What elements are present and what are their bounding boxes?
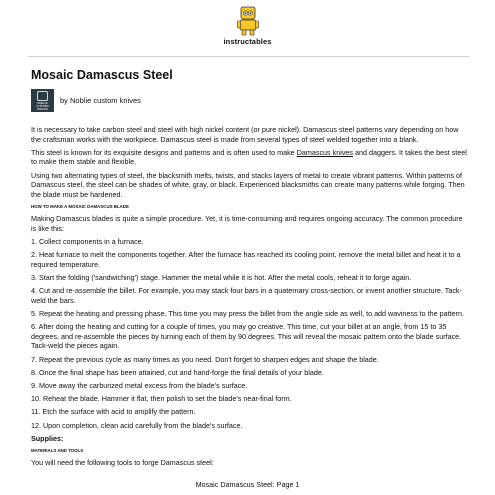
step-item: 5. Repeat the heating and pressing phase. This time you may press the billet from the angle side as well, to add waviness to the pattern. xyxy=(31,309,464,319)
step-item: 9. Move away the carburized metal excess from the blade's surface. xyxy=(31,381,248,390)
step-item: 10. Reheat the blade. Hammer it flat, then polish to set the blade's near-final form. xyxy=(31,394,292,404)
author-link[interactable]: Noblie custom knives xyxy=(70,96,141,105)
intro-2-after: and daggers. It takes the best steel to make them stable and flexible. xyxy=(31,147,467,167)
page-title: Mosaic Damascus Steel xyxy=(31,68,173,82)
header-divider xyxy=(28,56,469,57)
damascus-knives-link[interactable]: Damascus knives xyxy=(296,147,354,157)
instructables-robot-logo[interactable] xyxy=(237,6,259,36)
byline xyxy=(60,96,141,105)
step-item: 7. Repeat the previous cycle as many times as you need. Don't forget to sharpen edges and shape the blade. xyxy=(31,354,379,364)
article-body xyxy=(31,125,468,472)
intro-2-before: This steel is known for its exquisite designs and patterns and is often used to make xyxy=(31,147,297,157)
materials-heading: MATERIALS AND TOOLS xyxy=(31,448,84,454)
site-header xyxy=(0,6,495,46)
author-row xyxy=(31,89,141,112)
step-item: 1. Collect components in a furnace. xyxy=(31,237,144,247)
intro-paragraph-3: Using two alternating types of steel, the blacksmith melts, twists, and stacks layers of metal to create vibrant patterns. Within patterns of Damascus steel, the steel can be shades of white, gray, or black. Experienced blacksmiths can create many patterns while forging. Then the blade must be hardened. xyxy=(31,170,465,199)
author-avatar[interactable] xyxy=(31,89,54,112)
page-footer: Mosaic Damascus Steel: Page 1 xyxy=(195,480,300,489)
section-heading: HOW TO MAKE A MOSAIC DAMASCUS BLADE xyxy=(31,204,129,210)
avatar-label: NOBLIE CUSTOM KNIVES xyxy=(36,100,49,111)
tools-intro: You will need the following tools to forge Damascus steel: xyxy=(31,458,214,468)
step-item: 12. Upon completion, clean acid carefully from the blade's surface. xyxy=(31,420,243,430)
knife-logo-icon xyxy=(37,91,48,101)
step-item: 6. After doing the heating and cutting for a couple of times, you may go creative. This time, cut your billet at an angle, from 15 to 35 degrees, and re-assemble the pieces by turning each of them by 90 degrees. This will reveal the mosaic pattern onto the blade surface. Tack-weld the pieces again. xyxy=(31,322,462,351)
section-intro: Making Damascus blades is quite a simple procedure. Yet, it is time-consuming and requires ongoing accuracy. The common procedure is like this: xyxy=(31,214,463,233)
step-item: 3. Start the folding ('sandwiching') stage. Hammer the metal while it is hot. After the metal cools, reheat it to forge again. xyxy=(31,273,412,283)
byline-prefix: by xyxy=(60,96,71,105)
step-item: 8. Once the final shape has been attained, cut and hand-forge the final details of your blade. xyxy=(31,367,324,377)
step-item: 11. Etch the surface with acid to amplify the pattern. xyxy=(31,407,196,417)
brand-name[interactable]: instructables xyxy=(223,37,272,46)
intro-paragraph-2 xyxy=(31,148,468,167)
intro-paragraph-1: It is necessary to take carbon steel and steel with high nickel content (or pure nickel). Damascus steel patterns vary depending on how the craftsman works with the workpiece. Damascus steel is made from several types of steel welded together into a blank. xyxy=(31,125,459,144)
step-item: 4. Cut and re-assemble the billet. For example, you may stack four bars in a quaternary cross-section, or invent another structure. Tack-weld the bars. xyxy=(31,286,462,305)
step-item: 2. Heat furnace to melt the components together. After the furnace has reached its cooling point, remove the metal billet and heat it to a required temperature. xyxy=(31,250,461,269)
supplies-label: Supplies: xyxy=(31,433,64,443)
